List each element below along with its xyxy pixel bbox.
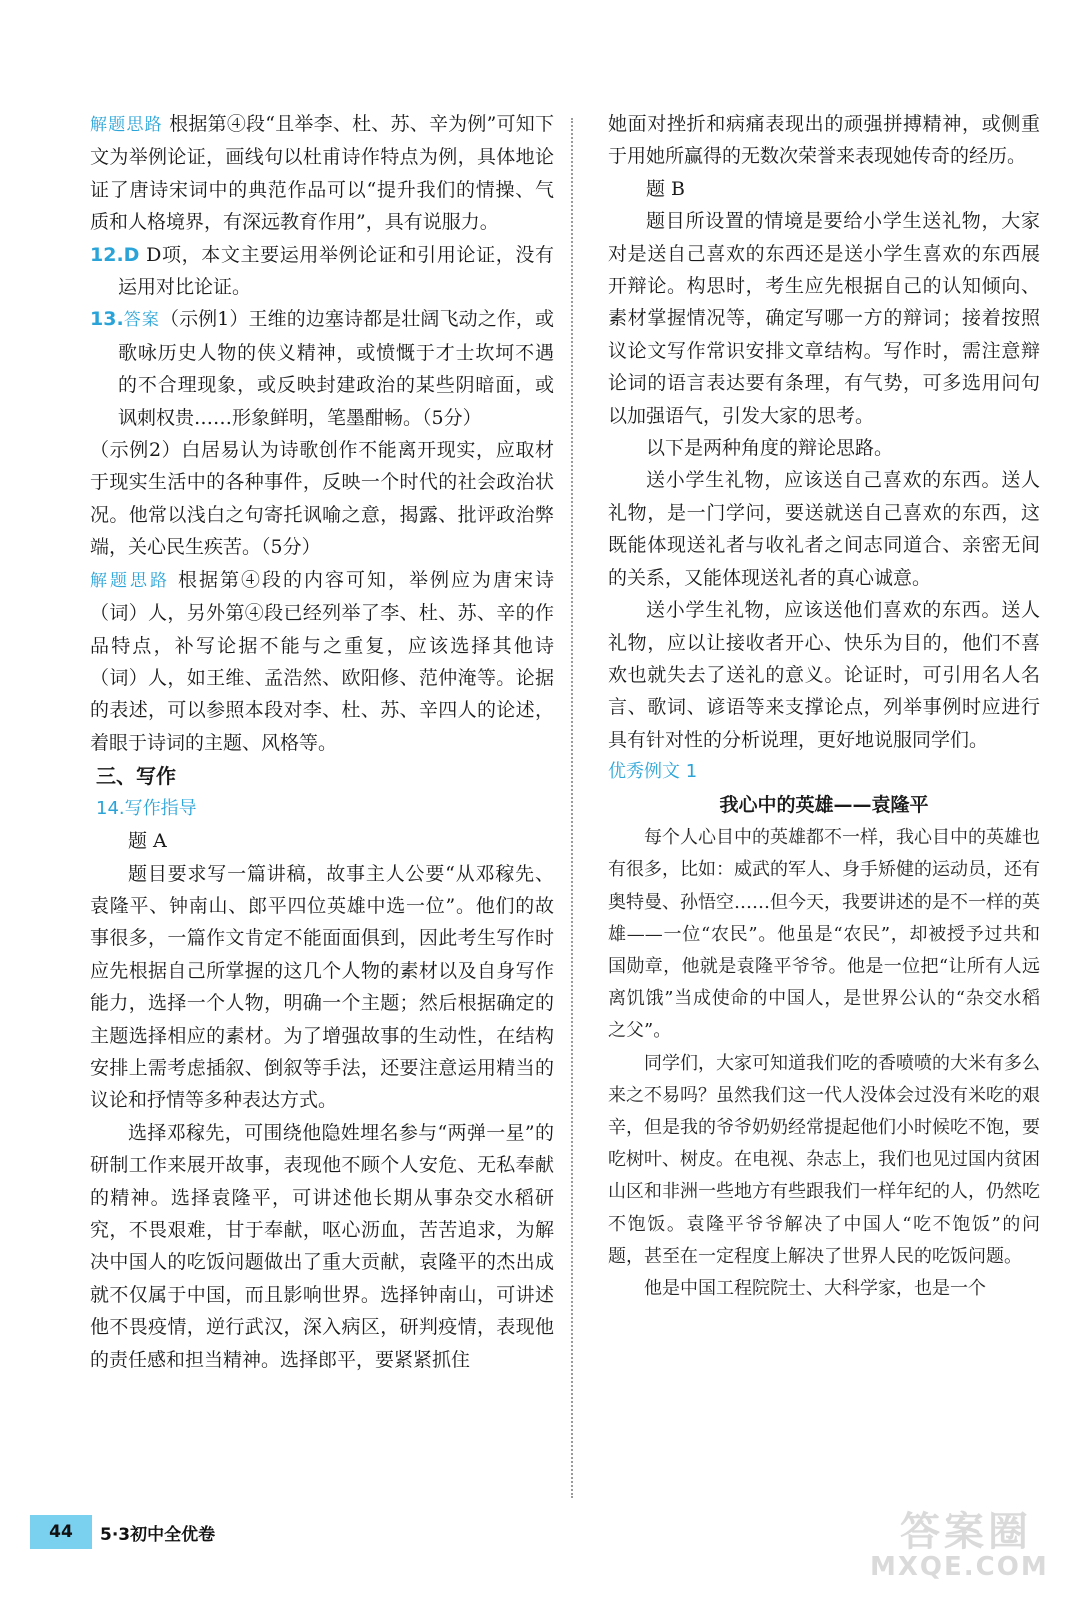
topic-a-continued: 她面对挫折和病痛表现出的顽强拼搏精神，或侧重于用她所赢得的无数次荣誉来表现她传奇的经历。 [608,113,1040,168]
answer-13-example-2: （示例2）白居易认为诗歌创作不能离开现实，应取材于现实生活中的各种事件，反映一个时代的社会政治状况。他常以浅白之句寄托讽喻之意，揭露、批评政治弊端，关心民生疾苦。（5分） [90,439,554,559]
sample-essay-label: 优秀例文 1 [608,761,698,783]
series-title: 5·3初中全优卷 [100,1524,216,1545]
topic-b-paragraph-4: 送小学生礼物，应该送他们喜欢的东西。送人礼物，应以让接收者开心、快乐为目的，他们不喜欢也就失去了送礼的意义。论证时，可引用名人名言、歌词、谚语等来支撑论点，列举事例时应进行具有针对性的分析说理，更好地说服同学们。 [608,599,1040,751]
answer-tag: 答案 [123,310,160,331]
page-number: 44 [30,1515,92,1549]
column-divider [571,118,573,1498]
watermark-logo: 答案圈 MXQE.COM [870,1509,1049,1582]
topic-a-paragraph-1: 题目要求写一篇讲稿，故事主人公要“从邓稼先、袁隆平、钟南山、郎平四位英雄中选一位”。他们的故事很多，一篇作文肯定不能面面俱到，因此考生写作时应先根据自己所掌握的这几个人物的素材以及自身写作能力，选择一个人物，明确一个主题；然后根据确定的主题选择相应的素材。为了增强故事的生动性，在结构安排上需考虑插叙、倒叙等手法，还要注意运用精当的议论和抒情等多种表达方式。 [90,862,554,1112]
topic-a-paragraph-2: 选择邓稼先，可围绕他隐姓埋名参与“两弹一星”的研制工作来展开故事，表现他不顾个人安危、无私奉献的精神。选择袁隆平，可讲述他长期从事杂交水稻研究，不畏艰难，甘于奉献，呕心沥血，苦苦追求，为解决中国人的吃饭问题做出了重大贡献，袁隆平的杰出成就不仅属于中国，而且影响世界。选择钟南山，可讲述他不畏疫情，逆行武汉，深入病区，研判疫情，表现他的责任感和担当精神。选择郎平，要紧紧抓住 [90,1121,554,1371]
left-column [90,108,554,1376]
analysis-paragraph-11: 解题思路 根据第④段“且举李、杜、苏、辛为例”可知下文为举例论证，画线句以杜甫诗作特点为例，具体地论证了唐诗宋词中的典范作品可以“提升我们的情操、气质和人格境界，有深远教育作用”，具有说服力。 [90,113,554,234]
essay-title: 我心中的英雄——袁隆平 [719,794,929,817]
essay-paragraph-3: 他是中国工程院院士、大科学家，也是一个 [644,1277,986,1299]
essay-paragraph-2: 同学们，大家可知道我们吃的香喷喷的大米有多么来之不易吗？虽然我们这一代人没体会过没有米吃的艰辛，但是我的爷爷奶奶经常提起他们小时候吃不饱，要吃树叶、树皮。在电视、杂志上，我们也见过国内贫困山区和非洲一些地方有些跟我们一样年纪的人，仍然吃不饱饭。袁隆平爷爷解决了中国人“吃不饱饭”的问题，甚至在一定程度上解决了世界人民的吃饭问题。 [608,1052,1040,1267]
analysis-tag: 解题思路 [90,115,163,135]
topic-b-label: 题 B [646,177,686,200]
answer-13: 13.答案（示例1）王维的边塞诗都是壮阔飞动之作，或歌咏历史人物的侠义精神，或愤慨于才士坎坷不遇的不合理现象，或反映封建政治的某些阴暗面，或讽刺权贵……形象鲜明，笔墨酣畅。（5分） [90,308,555,429]
section-heading-writing: 三、写作 [96,764,176,789]
essay-paragraph-1: 每个人心目中的英雄都不一样，我心目中的英雄也有很多，比如：威武的军人、身手矫健的运动员，还有奥特曼、孙悟空……但今天，我要讲述的是不一样的英雄——一位“农民”。他虽是“农民”，却被授予过共和国勋章，他就是袁隆平爷爷。他是一位把“让所有人远离饥饿”当成使命的中国人，是世界公认的“杂交水稻之父”。 [608,827,1040,1042]
topic-a-label: 题 A [128,830,167,853]
right-column [608,108,1040,1305]
answer-12: 12.D D项，本文主要运用举例论证和引用论证，没有运用对比论证。 [90,243,554,299]
analysis-paragraph-13: 解题思路 根据第④段的内容可知，举例应为唐宋诗（词）人，另外第④段已经列举了李、杜、苏、辛的作品特点，补写论据不能与之重复，应该选择其他诗（词）人，如王维、孟浩然、欧阳修、范仲淹等。论据的表述，可以参照本段对李、杜、苏、辛四人的论述，着眼于诗词的主题、风格等。 [90,568,554,754]
topic-b-paragraph-1: 题目所设置的情境是要给小学生送礼物，大家对是送自己喜欢的东西还是送小学生喜欢的东西展开辩论。构思时，考生应先根据自己的认知倾向、素材掌握情况等，确定写哪一方的辩词；接着按照议论文写作常识安排文章结构。写作时，需注意辩论词的语言表达要有条理，有气势，可多选用问句以加强语气，引发大家的思考。 [608,210,1040,427]
page-footer [30,1512,215,1552]
topic-b-paragraph-3: 送小学生礼物，应该送自己喜欢的东西。送人礼物，是一门学问，要送就送自己喜欢的东西，这既能体现送礼者与收礼者之间志同道合、亲密无间的关系，又能体现送礼者的真心诚意。 [608,469,1040,589]
q14-heading: 14.写作指导 [96,798,197,820]
topic-b-paragraph-2: 以下是两种角度的辩论思路。 [646,437,894,460]
